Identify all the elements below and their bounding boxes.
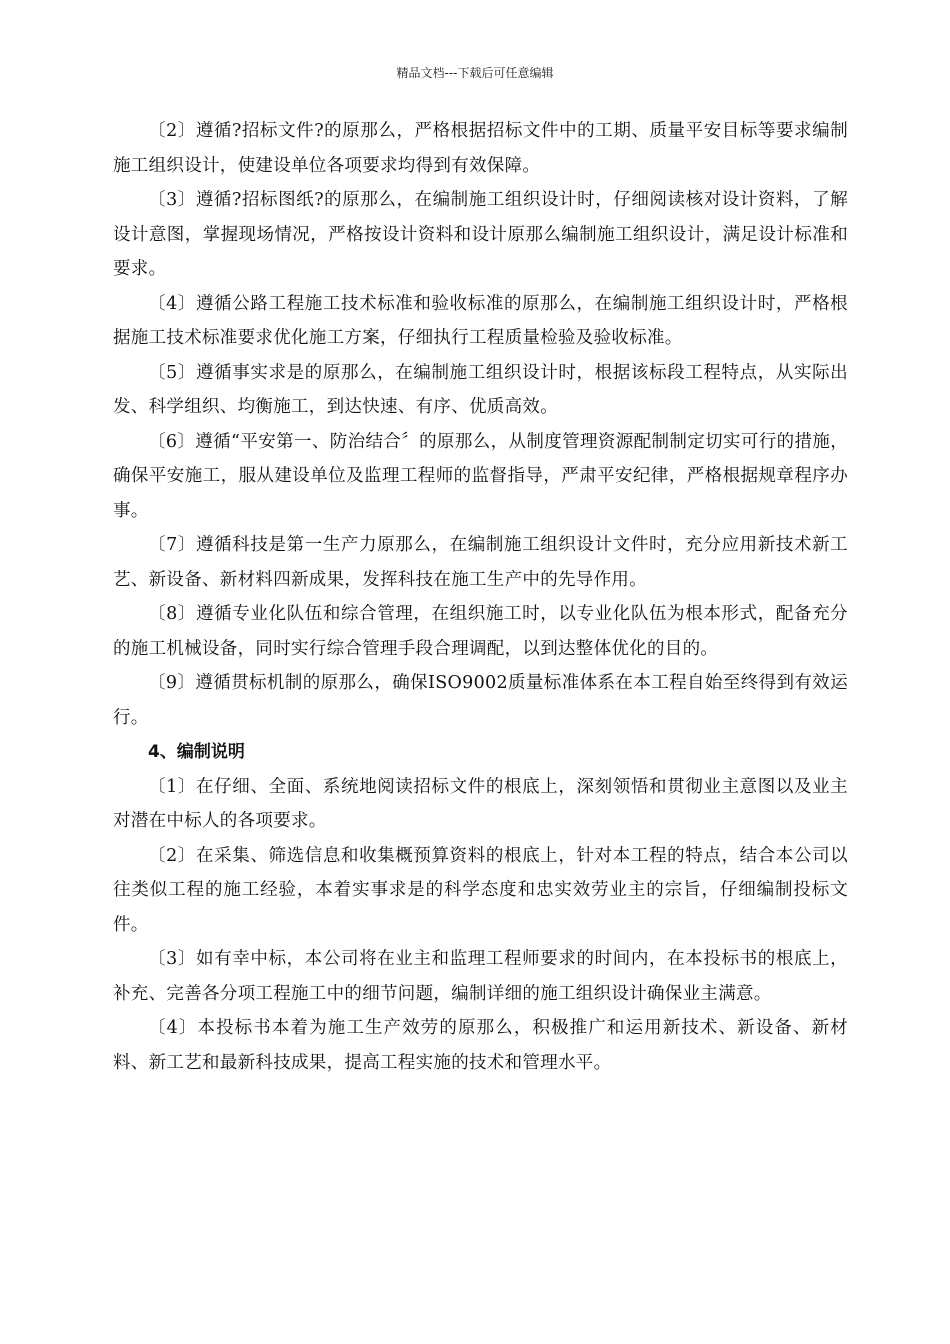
- explanation-paragraph-1: 〔1〕在仔细、全面、系统地阅读招标文件的根底上，深刻领悟和贯彻业主意图以及业主对潜在中标人的各项要求。: [113, 776, 848, 831]
- principle-paragraph-6: 〔6〕遵循“平安第一、防治结合〞的原那么，从制度管理资源配制制定切实可行的措施，确保平安施工，服从建设单位及监理工程师的监督指导，严肃平安纪律，严格根据规章程序办事。: [113, 431, 848, 521]
- principle-paragraph-2: 〔2〕遵循?招标文件?的原那么，严格根据招标文件中的工期、质量平安目标等要求编制施工组织设计，使建设单位各项要求均得到有效保障。: [113, 121, 848, 176]
- principle-paragraph-8: 〔8〕遵循专业化队伍和综合管理，在组织施工时，以专业化队伍为根本形式，配备充分的施工机械设备，同时实行综合管理手段合理调配，以到达整体优化的目的。: [113, 604, 848, 659]
- principle-paragraph-3: 〔3〕遵循?招标图纸?的原那么，在编制施工组织设计时，仔细阅读核对设计资料，了解设计意图，掌握现场情况，严格按设计资料和设计原那么编制施工组织设计，满足设计标准和要求。: [113, 190, 848, 279]
- document-body: [113, 114, 848, 1080]
- page-header: 精品文档---下载后可任意编辑: [396, 66, 554, 80]
- explanation-paragraph-4: 〔4〕本投标书本着为施工生产效劳的原那么，积极推广和运用新技术、新设备、新材料、新工艺和最新科技成果，提高工程实施的技术和管理水平。: [113, 1018, 848, 1073]
- explanation-paragraph-3: 〔3〕如有幸中标，本公司将在业主和监理工程师要求的时间内，在本投标书的根底上，补充、完善各分项工程施工中的细节问题，编制详细的施工组织设计确保业主满意。: [113, 949, 848, 1004]
- principle-paragraph-5: 〔5〕遵循事实求是的原那么，在编制施工组织设计时，根据该标段工程特点，从实际出发、科学组织、均衡施工，到达快速、有序、优质高效。: [113, 362, 848, 417]
- section-heading: 4、编制说明: [148, 742, 245, 762]
- principle-paragraph-9: 〔9〕遵循贯标机制的原那么，确保ISO9002质量标准体系在本工程自始至终得到有效运行。: [113, 673, 848, 728]
- principle-paragraph-4: 〔4〕遵循公路工程施工技术标准和验收标准的原那么，在编制施工组织设计时，严格根据施工技术标准要求优化施工方案，仔细执行工程质量检验及验收标准。: [113, 293, 848, 348]
- principle-paragraph-7: 〔7〕遵循科技是第一生产力原那么，在编制施工组织设计文件时，充分应用新技术新工艺、新设备、新材料四新成果，发挥科技在施工生产中的先导作用。: [113, 535, 848, 590]
- explanation-paragraph-2: 〔2〕在采集、筛选信息和收集概预算资料的根底上，针对本工程的特点，结合本公司以往类似工程的施工经验，本着实事求是的科学态度和忠实效劳业主的宗旨，仔细编制投标文件。: [113, 845, 848, 935]
